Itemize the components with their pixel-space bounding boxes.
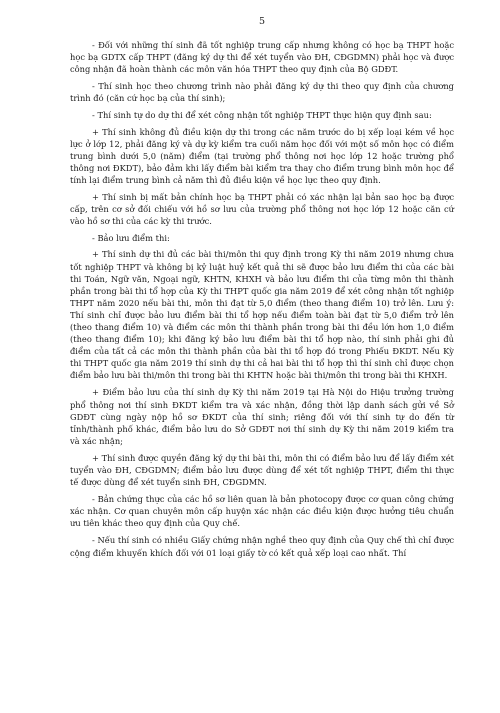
paragraph-khong-du-dieu-kien: + Thí sinh không đủ điều kiện dự thi trong các năm trước do bị xếp loại kém về học lực ở lớp 12, phải đăng ký và dự kỳ kiểm tra cuối năm học đối với một số môn học có điểm trung bình dưới 5,0 (năm) điểm (tại trường phổ thông nơi học lớp 12 hoặc trường phổ thông nơi ĐKDT), bảo đảm khi lấy điểm bài kiểm tra thay cho điểm trung bình môn học để tính lại điểm trung bình cả năm thì đủ điều kiện về học lực theo quy định.	[70, 126, 454, 185]
paragraph-giay-chung-nhan-nghe: - Nếu thí sinh có nhiều Giấy chứng nhận nghề theo quy định của Quy chế thì chỉ được cộng điểm khuyến khích đối với 01 loại giấy tờ có kết quả xếp loại cao nhất. Thí	[70, 535, 454, 558]
paragraph-ban-chung-thuc: - Bản chứng thực của các hồ sơ liên quan là bản photocopy được cơ quan công chứng xác nhận. Cơ quan chuyên môn cấp huyện xác nhận các điều kiện được hưởng tiêu chuẩn ưu tiên khác theo quy định của Quy chế.	[70, 494, 454, 529]
paragraph-quyen-dang-ky: + Thí sinh được quyền đăng ký dự thi bài thi, môn thi có điểm bảo lưu để lấy điểm xét tuyển vào ĐH, CĐGDMN; điểm bảo lưu được dùng để xét tốt nghiệp THPT, điểm thi thực tế được dùng để xét tuyển sinh ĐH, CĐGDMN.	[70, 452, 454, 488]
paragraph-mat-hoc-ba: + Thí sinh bị mất bản chính học bạ THPT phải có xác nhận lại bản sao học bạ được cấp, trên cơ sở đối chiếu với hồ sơ lưu của trường phổ thông nơi học lớp 12 hoặc căn cứ vào hồ sơ thi của các kỳ thi trước.	[70, 192, 454, 227]
paragraph-thi-sinh-tu-do: - Thí sinh tự do dự thi để xét công nhận tốt nghiệp THPT thực hiện quy định sau:	[92, 110, 432, 121]
page-number: 5	[258, 16, 266, 27]
paragraph-bao-luu-heading: - Bảo lưu điểm thi:	[92, 233, 170, 244]
paragraph-chuong-trinh: - Thí sinh học theo chương trình nào phải đăng ký dự thi theo quy định của chương trình đó (căn cứ học bạ của thí sinh);	[70, 81, 454, 104]
paragraph-bao-luu-dieu-kien: + Thí sinh dự thi đủ các bài thi/môn thi quy định trong Kỳ thi năm 2019 nhưng chưa tốt nghiệp THPT và không bị kỷ luật huỷ kết quả thi sẽ được bảo lưu điểm thi của các bài thi Toán, Ngữ văn, Ngoại ngữ, KHTN, KHXH và bảo lưu điểm thi của từng môn thi thành phần trong bài thi tổ hợp của Kỳ thi THPT quốc gia năm 2019 để xét công nhận tốt nghiệp THPT năm 2020 nếu bài thi, môn thi đạt từ 5,0 điểm (theo thang điểm 10) trở lên. Lưu ý: Thí sinh chỉ được bảo lưu điểm bài thi tổ hợp nếu điểm toàn bài đạt từ 5,0 điểm trở lên (theo thang điểm 10) và điểm các môn thi thành phần trong bài thi đều lớn hơn 1,0 điểm (theo thang điểm 10); khi đăng ký bảo lưu điểm bài thi tổ hợp nào, thí sinh phải ghi đủ điểm của tất cả các môn thi thành phần của bài thi tổ hợp đó trong Phiếu ĐKDT. Nếu Kỳ thi THPT quốc gia năm 2019 thí sinh dự thi cả hai bài thi tổ hợp thì thí sinh chỉ được chọn điểm bảo lưu bài thi/môn thi trong bài thi KHTN hoặc bài thi/môn thi trong bài thi KHXH.	[70, 249, 454, 381]
paragraph-trung-cap: - Đối với những thí sinh đã tốt nghiệp trung cấp nhưng không có học bạ THPT hoặc học bạ GDTX cấp THPT (đăng ký dự thi để xét tuyển vào ĐH, CĐGDMN) phải học và được công nhận đã hoàn thành các môn văn hóa THPT theo quy định của Bộ GDĐT.	[70, 40, 454, 75]
paragraph-bao-luu-xac-nhan: + Điểm bảo lưu của thí sinh dự Kỳ thi năm 2019 tại Hà Nội do Hiệu trưởng trường phổ thông nơi thí sinh ĐKDT kiểm tra và xác nhận, đồng thời lập danh sách gửi về Sở GDĐT cùng ngày nộp hồ sơ ĐKDT của thí sinh; riêng đối với thí sinh tự do đến từ tỉnh/thành phố khác, điểm bảo lưu do Sở GDĐT nơi thí sinh dự Kỳ thi năm 2019 kiểm tra và xác nhận;	[70, 387, 454, 446]
